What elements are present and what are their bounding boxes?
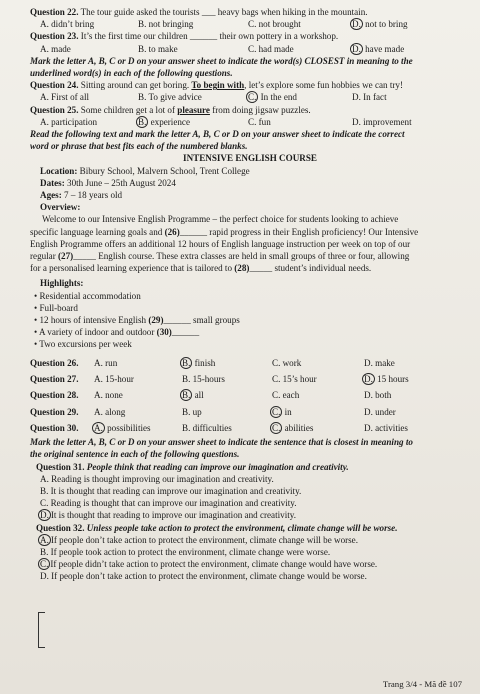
answer-circle: B. (138, 116, 147, 127)
option-b (182, 387, 272, 403)
option-a: A. run (94, 357, 118, 368)
option-c: C. fun (248, 116, 271, 127)
answer-circle: D. (40, 510, 49, 521)
question-label: Question 24. (30, 80, 79, 91)
question-22 (30, 6, 470, 18)
option-c-text: in (282, 406, 292, 417)
option-a: A. Reading is thought improving our imagination and creativity. (40, 473, 274, 484)
option-b: B. not bringing (138, 19, 194, 30)
instruction-reading: Read the following text and mark the letter A, B, C or D on your answer sheet to indicate the correct (30, 129, 405, 140)
option-b: B. It is thought that reading can improve our imagination and creativity. (40, 485, 302, 496)
question-31 (30, 461, 470, 473)
answer-table (30, 355, 470, 436)
option-b: B. up (182, 406, 202, 417)
highlight-item: • Full-board (34, 302, 78, 313)
option-c (272, 420, 364, 436)
highlight-text: ______ (171, 327, 200, 338)
highlight-item: • Two excursions per week (34, 339, 132, 350)
option-c: C. not brought (248, 19, 301, 30)
question-stem-end: , let’s explore some fun hobbies we can try! (244, 80, 403, 91)
question-stem: Some children get a lot of (78, 104, 178, 115)
highlight-text: A variety of indoor and outdoor (38, 327, 157, 338)
option-a: A. First of all (40, 92, 90, 103)
option-d-text: have made (362, 43, 405, 54)
question-24 (30, 79, 470, 91)
option-a: A. none (94, 390, 123, 401)
underlined-word: pleasure (177, 104, 210, 115)
text: _____ student’s individual needs. (249, 263, 372, 274)
underlined-phrase: To begin with (191, 80, 245, 91)
option-a: A. 15-hour (94, 373, 134, 384)
highlight-text: ______ small groups (163, 315, 240, 326)
option-a-text: If people don’t take action to protect the environment, climate change will be worse. (50, 534, 358, 545)
overview-line-3: English Programme offers an additional 12 hours of English language instruction per week on top of our (30, 238, 411, 249)
q25-options (30, 116, 470, 128)
option-c (30, 558, 470, 570)
handwritten-bracket (38, 612, 45, 648)
highlight-text: Full-board (39, 302, 78, 313)
text: regular (30, 251, 59, 262)
question-stem: The tour guide asked the tourists ___ heavy bags when hiking in the mountain. (78, 7, 368, 17)
question-label: Question 28. (30, 390, 79, 401)
question-stem: Sitting around can get boring. (78, 80, 192, 91)
question-stem: Unless people take action to protect the environment, climate change will be worse. (84, 522, 398, 533)
overview-line-5 (30, 262, 470, 274)
question-label: Question 31. (36, 461, 85, 472)
option-c-text: abilities (282, 422, 314, 433)
option-d: D. activities (364, 422, 408, 433)
instruction-closest-meaning: Mark the letter A, B, C or D on your answer sheet to indicate the word(s) CLOSEST in meaning to the (30, 55, 413, 66)
highlight-text: 12 hours of intensive English (39, 315, 149, 326)
option-a: A. made (40, 43, 71, 54)
option-d: D. under (364, 406, 396, 417)
option-d: D. If people don’t take action to protect the environment, climate change would be worse. (40, 571, 367, 582)
ages-value: 7 – 18 years old (61, 190, 123, 201)
option-c: C. each (272, 390, 300, 401)
option-d (364, 371, 444, 387)
table-row (30, 371, 470, 387)
option-c: C. 15’s hour (272, 373, 317, 384)
option-b: B. difficulties (182, 422, 232, 433)
option-b: B. to make (138, 43, 178, 54)
answer-circle: C. (272, 406, 281, 417)
option-d: D. both (364, 390, 392, 401)
option-a: A. along (94, 406, 126, 417)
table-row (30, 420, 470, 436)
question-label: Question 25. (30, 104, 79, 115)
answer-circle: C. (40, 559, 49, 570)
option-c: C. had made (248, 43, 294, 54)
option-c: C. Reading is thought that can improve our imagination and creativity. (40, 498, 297, 509)
option-d-text: It is thought that reading to improve our imagination and creativity. (50, 510, 296, 521)
answer-circle: C. (248, 92, 257, 103)
blank-number: (30) (156, 327, 172, 338)
blank-number: (26) (164, 226, 180, 237)
text: for a personalised learning experience that is tailored to (30, 263, 235, 274)
overview-line-2 (30, 226, 470, 238)
question-label: Question 27. (30, 373, 79, 384)
highlights-label: Highlights: (40, 278, 84, 289)
option-b: B. If people took action to protect the environment, climate change were worse. (40, 547, 331, 557)
overview-label: Overview: (40, 202, 81, 213)
q24-options (30, 91, 470, 103)
instruction-closest-sentence: Mark the letter A, B, C or D on your answer sheet to indicate the sentence that is closest in meaning to (30, 437, 413, 448)
question-label: Question 30. (30, 422, 79, 433)
course-dates (30, 177, 470, 189)
course-ages (30, 189, 470, 201)
option-c-text: In the end (258, 92, 297, 103)
question-stem-end: from doing jigsaw puzzles. (209, 104, 311, 115)
text: specific language learning goals and (30, 226, 165, 237)
question-label: Question 29. (30, 406, 79, 417)
text: _____ English course. These extra classes are held in small groups of three or four, allowing (73, 251, 410, 262)
option-d: D. In fact (352, 92, 387, 103)
location-value: Bibury School, Malvern School, Trent College (77, 165, 250, 176)
instruction-closest-meaning-2: underlined word(s) in each of the following questions. (30, 68, 233, 79)
option-d (352, 18, 442, 30)
answer-circle: A. (40, 534, 49, 545)
dates-value: 30th June – 25th August 2024 (64, 177, 176, 188)
answer-circle: D. (364, 373, 373, 384)
answer-circle: D. (352, 19, 361, 30)
q23-options (30, 43, 470, 55)
text: ______ rapid progress in their English proficiency! Our Intensive (179, 226, 419, 237)
option-d (30, 509, 470, 521)
page-footer: Trang 3/4 - Mã đề 107 (382, 678, 462, 689)
question-stem: It’s the first time our children ______ their own pottery in a workshop. (78, 31, 339, 42)
option-a: A. participation (40, 116, 98, 127)
question-label: Question 22. (30, 7, 79, 17)
answer-circle: A. (94, 422, 103, 433)
answer-circle: D. (352, 43, 361, 54)
instruction-reading-2: word or phrase that best fits each of the numbered blanks. (30, 141, 248, 152)
option-d: D. make (364, 357, 395, 368)
question-label: Question 32. (36, 522, 85, 533)
question-stem: People think that reading can improve our imagination and creativity. (84, 461, 349, 472)
blank-number: (27) (58, 251, 74, 262)
highlight-text: Residential accommodation (39, 290, 141, 301)
blank-number: (29) (148, 315, 164, 326)
location-label: Location: (40, 165, 78, 176)
option-b-text: finish (192, 357, 216, 368)
highlight-item: • A variety of indoor and outdoor (30)______ (34, 327, 200, 338)
question-25 (30, 104, 470, 116)
option-b-text: all (192, 390, 204, 401)
option-c-text: If people didn’t take action to protect the environment, climate change would have worse. (50, 559, 378, 570)
course-title: INTENSIVE ENGLISH COURSE (183, 153, 317, 164)
option-a (30, 534, 470, 546)
blank-number: (28) (234, 263, 250, 274)
option-a (94, 420, 182, 436)
dates-label: Dates: (40, 177, 65, 188)
option-d-text: 15 hours (374, 373, 409, 384)
highlight-item: • Residential accommodation (34, 290, 141, 301)
overview-line-1: Welcome to our Intensive English Programme – the perfect choice for students looking to achieve (42, 214, 399, 225)
answer-circle: B. (182, 357, 191, 368)
option-c (248, 91, 352, 103)
option-b (182, 355, 272, 371)
q22-options (30, 18, 470, 30)
question-label: Question 23. (30, 31, 79, 42)
question-23 (30, 30, 470, 42)
course-location (30, 165, 470, 177)
question-32 (30, 522, 470, 534)
option-a-text: possibilities (104, 422, 151, 433)
option-b-text: experience (148, 116, 190, 127)
option-a: A. didn’t bring (40, 19, 95, 30)
option-c: C. work (272, 357, 302, 368)
option-b: B. 15-hours (182, 373, 225, 384)
option-d: D. improvement (352, 116, 412, 127)
instruction-closest-sentence-2: the original sentence in each of the following questions. (30, 449, 240, 460)
table-row (30, 355, 470, 371)
highlight-text: Two excursions per week (39, 339, 132, 350)
table-row (30, 387, 470, 403)
table-row (30, 404, 470, 420)
option-b (138, 116, 248, 128)
question-label: Question 26. (30, 357, 79, 368)
option-c (272, 404, 364, 420)
ages-label: Ages: (40, 190, 62, 201)
option-d (352, 43, 442, 55)
answer-circle: C. (272, 422, 281, 433)
option-b: B. To give advice (138, 92, 202, 103)
option-d-text: not to bring (362, 19, 408, 30)
highlight-item: • 12 hours of intensive English (29)______ small groups (34, 315, 240, 326)
answer-circle: B. (182, 390, 191, 401)
overview-line-4 (30, 250, 470, 262)
